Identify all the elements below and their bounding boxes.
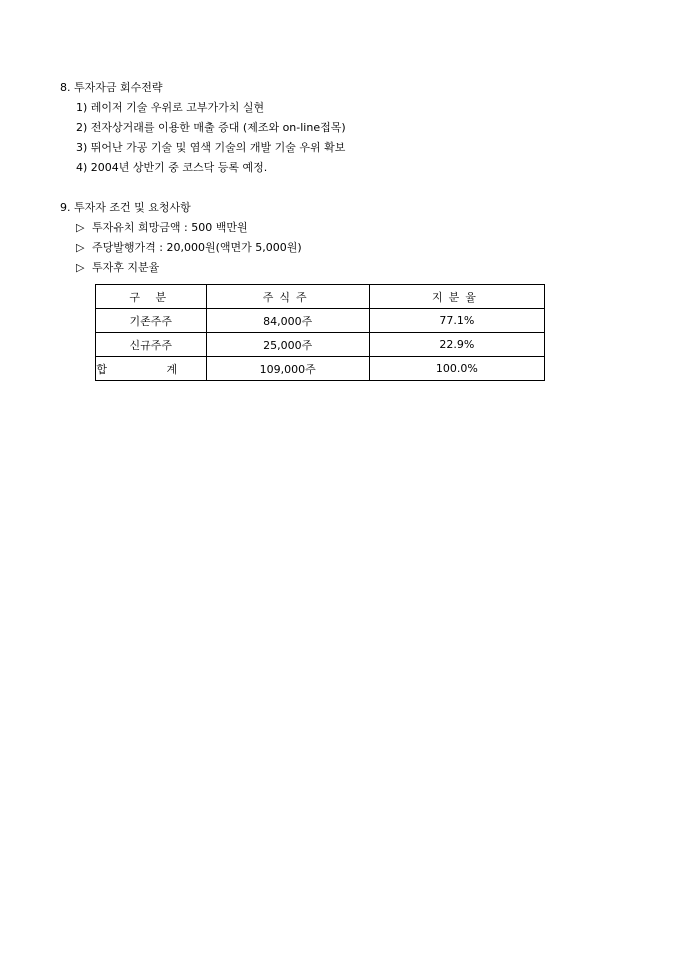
share-ratio-table: [95, 284, 545, 381]
bullet-text: 투자후 지분율: [92, 261, 160, 274]
row-ratio: 22.9%: [369, 333, 544, 357]
bullet-text: 투자유치 희망금액 : 500 백만원: [92, 221, 248, 234]
strategy-item-4: 4) 2004년 상반기 중 코스닥 등록 예정.: [76, 161, 268, 174]
triangle-bullet-icon: ▷: [76, 261, 85, 274]
row-ratio: 77.1%: [369, 309, 544, 333]
header-category: 구 분: [96, 285, 207, 309]
strategy-item-3: 3) 뛰어난 가공 기술 및 염색 기술의 개발 기술 우위 확보: [76, 141, 346, 154]
row-ratio: 100.0%: [369, 357, 544, 381]
table-row: [96, 333, 545, 357]
strategy-item-1: 1) 레이저 기술 우위로 고부가가치 실현: [76, 101, 265, 114]
row-label: 신규주주: [96, 333, 207, 357]
bullet-text: 주당발행가격 : 20,000원(액면가 5,000원): [92, 241, 302, 254]
header-ratio: 지분율: [369, 285, 544, 309]
section-9-title: 9. 투자자 조건 및 요청사항: [60, 201, 191, 214]
bullet-share-ratio: [76, 261, 159, 275]
row-label: 합 계: [96, 357, 207, 381]
row-shares: 84,000주: [206, 309, 369, 333]
table-header-row: [96, 285, 545, 309]
section-8-title: 8. 투자자금 회수전략: [60, 81, 163, 94]
header-shares: 주식주: [206, 285, 369, 309]
row-label: 기존주주: [96, 309, 207, 333]
row-shares: 109,000주: [206, 357, 369, 381]
bullet-issue-price: [76, 241, 302, 255]
strategy-item-2: 2) 전자상거래를 이용한 매출 증대 (제조와 on-line접목): [76, 121, 346, 134]
row-shares: 25,000주: [206, 333, 369, 357]
table-row-total: [96, 357, 545, 381]
table-row: [96, 309, 545, 333]
triangle-bullet-icon: ▷: [76, 221, 85, 234]
triangle-bullet-icon: ▷: [76, 241, 85, 254]
bullet-investment-amount: [76, 221, 248, 235]
